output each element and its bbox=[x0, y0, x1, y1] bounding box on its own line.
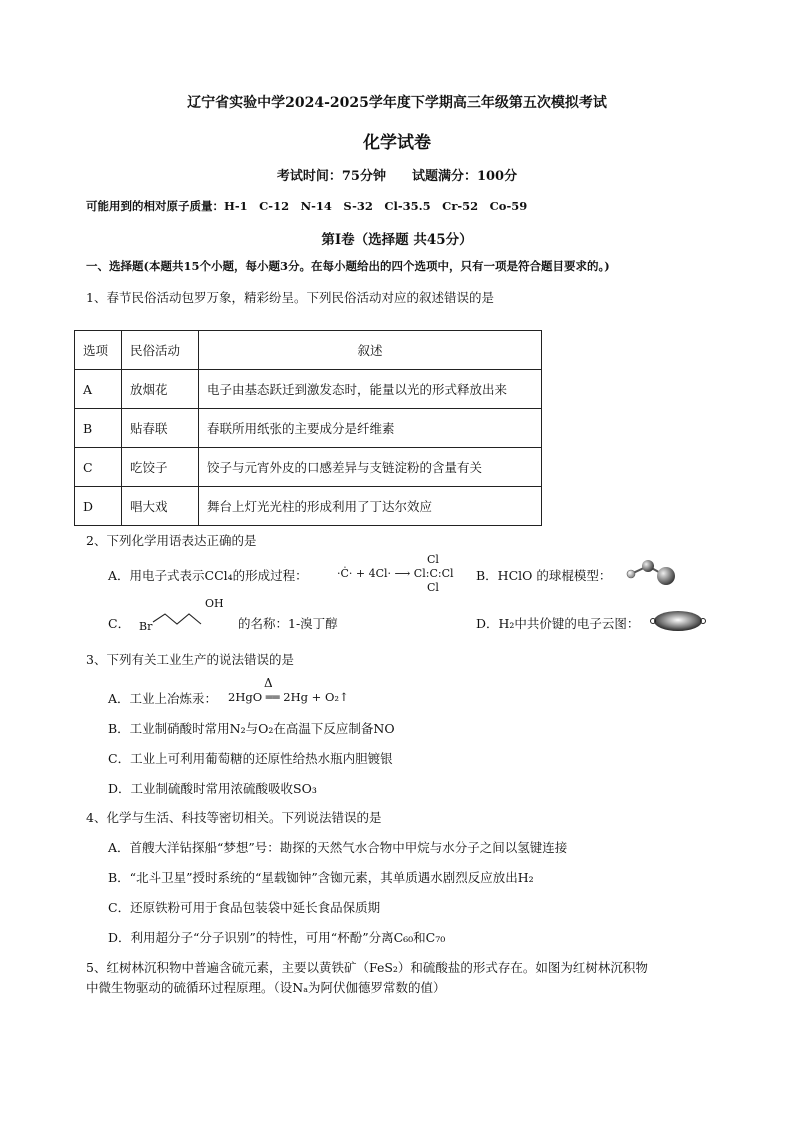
table-cell: 吃饺子 bbox=[122, 448, 199, 487]
table-cell: C bbox=[75, 448, 122, 487]
q2-option-d: D．H₂中共价键的电子云图： bbox=[476, 616, 640, 631]
heat-condition: Δ bbox=[264, 676, 273, 690]
q3-option-d: D．工业制硫酸时常用浓硫酸吸收SO₃ bbox=[108, 781, 317, 796]
table-cell: 电子由基态跃迁到激发态时，能量以光的形式释放出来 bbox=[199, 370, 542, 409]
table-row bbox=[75, 409, 542, 448]
table-cell: 放烟花 bbox=[122, 370, 199, 409]
q2-stem: 2、下列化学用语表达正确的是 bbox=[86, 533, 257, 548]
atomic-masses: 可能用到的相对原子质量：H-1 C-12 N-14 S-32 Cl-35.5 Cr-52 Co-59 bbox=[86, 199, 528, 213]
ccl4-electron-formula: ·Ċ· + 4Cl· ⟶ Cl:C:Cl bbox=[337, 567, 454, 580]
q4-option-b: B．“北斗卫星”授时系统的“星载铷钟”含铷元素，其单质遇水剧烈反应放出H₂ bbox=[108, 870, 534, 885]
q2-option-c: 的名称：1-溴丁醇 bbox=[238, 616, 338, 631]
q3-option-b: B．工业制硝酸时常用N₂与O₂在高温下反应制备NO bbox=[108, 721, 395, 736]
q4-option-c: C．还原铁粉可用于食品包装袋中延长食品保质期 bbox=[108, 900, 381, 915]
br-label: Br bbox=[139, 620, 153, 633]
q2-option-c-prefix: C． bbox=[108, 616, 131, 631]
table-row bbox=[75, 448, 542, 487]
q1-table bbox=[74, 330, 542, 526]
table-cell: 饺子与元宵外皮的口感差异与支链淀粉的含量有关 bbox=[199, 448, 542, 487]
table-cell: B bbox=[75, 409, 122, 448]
table-row bbox=[75, 487, 542, 526]
exam-title: 辽宁省实验中学2024-2025学年度下学期高三年级第五次模拟考试 bbox=[187, 95, 607, 111]
h2-electron-cloud bbox=[648, 608, 708, 634]
section-title: 第Ⅰ卷（选择题 共45分） bbox=[321, 232, 473, 248]
section-instruction: 一、选择题(本题共15个小题，每小题3分。在每小题给出的四个选项中，只有一项是符合题目要求的。) bbox=[86, 259, 610, 273]
q2-option-a: A．用电子式表示CCl₄的形成过程： bbox=[108, 568, 308, 583]
table-cell: 春联所用纸张的主要成分是纤维素 bbox=[199, 409, 542, 448]
q4-option-d: D．利用超分子“分子识别”的特性，可用“杯酚”分离C₆₀和C₇₀ bbox=[108, 930, 446, 945]
ccl4-top-cl: Cl bbox=[427, 553, 439, 566]
ccl4-bottom-cl: Cl bbox=[427, 581, 439, 594]
table-cell: 舞台上灯光光柱的形成利用了丁达尔效应 bbox=[199, 487, 542, 526]
subject-title: 化学试卷 bbox=[363, 133, 431, 153]
q5-stem-line1: 5、红树林沉积物中普遍含硫元素，主要以黄铁矿（FeS₂）和硫酸盐的形式存在。如图为红树林沉积物 bbox=[86, 960, 648, 975]
q4-option-a: A．首艘大洋钻探船“梦想”号：勘探的天然气水合物中甲烷与水分子之间以氢键连接 bbox=[108, 840, 568, 855]
oh-label: OH bbox=[205, 597, 224, 610]
mercury-equation: 2HgO ══ 2Hg + O₂↑ bbox=[228, 690, 349, 704]
hclo-ball-stick-model bbox=[620, 556, 680, 588]
table-cell: 唱大戏 bbox=[122, 487, 199, 526]
q5-stem-line2: 中微生物驱动的硫循环过程原理。（设Nₐ为阿伏伽德罗常数的值） bbox=[86, 980, 446, 995]
table-cell: 贴春联 bbox=[122, 409, 199, 448]
q1-stem: 1、春节民俗活动包罗万象，精彩纷呈。下列民俗活动对应的叙述错误的是 bbox=[86, 290, 494, 305]
q3-stem: 3、下列有关工业生产的说法错误的是 bbox=[86, 652, 294, 667]
table-header-cell: 民俗活动 bbox=[122, 331, 199, 370]
q4-stem: 4、化学与生活、科技等密切相关。下列说法错误的是 bbox=[86, 810, 382, 825]
q3-option-c: C．工业上可利用葡萄糖的还原性给热水瓶内胆镀银 bbox=[108, 751, 393, 766]
q3-option-a: A．工业上冶炼汞： bbox=[108, 691, 218, 706]
table-row bbox=[75, 370, 542, 409]
q2-option-b: B．HClO 的球棍模型： bbox=[476, 568, 612, 583]
table-header-cell: 叙述 bbox=[199, 331, 542, 370]
table-header-cell: 选项 bbox=[75, 331, 122, 370]
table-cell: D bbox=[75, 487, 122, 526]
table-cell: A bbox=[75, 370, 122, 409]
table-header-row bbox=[75, 331, 542, 370]
time-info: 考试时间：75分钟 试题满分：100分 bbox=[276, 169, 518, 184]
